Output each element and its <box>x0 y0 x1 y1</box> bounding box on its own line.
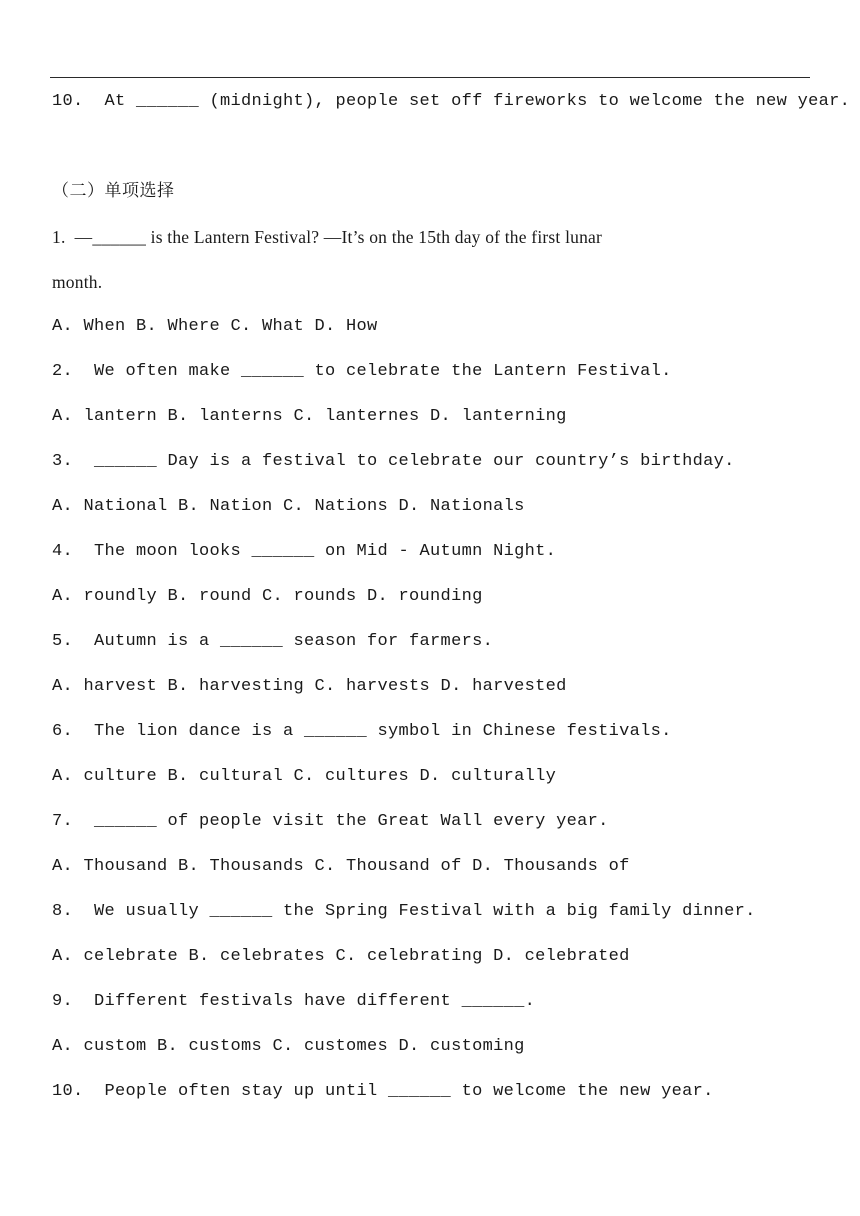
prev-question-10: 10. At ______ (midnight), people set off fireworks to welcome the new year. <box>52 92 851 111</box>
question-9-options: A. custom B. customs C. customes D. customing <box>52 1037 525 1056</box>
question-2-options: A. lantern B. lanterns C. lanternes D. lanterning <box>52 407 567 426</box>
question-5-options: A. harvest B. harvesting C. harvests D. harvested <box>52 677 567 696</box>
question-1-stem-continued: month. <box>52 272 103 292</box>
header-rule <box>50 77 810 78</box>
question-2-stem: 2. We often make ______ to celebrate the Lantern Festival. <box>52 362 672 381</box>
question-8-options: A. celebrate B. celebrates C. celebrating D. celebrated <box>52 947 630 966</box>
question-3-stem: 3. ______ Day is a festival to celebrate our country’s birthday. <box>52 452 735 471</box>
question-4-stem: 4. The moon looks ______ on Mid - Autumn Night. <box>52 542 557 561</box>
question-1-options: A. When B. Where C. What D. How <box>52 317 378 336</box>
question-9-stem: 9. Different festivals have different ______. <box>52 992 536 1011</box>
question-4-options: A. roundly B. round C. rounds D. rounding <box>52 587 483 606</box>
question-3-options: A. National B. Nation C. Nations D. Nationals <box>52 497 525 516</box>
question-1-stem: 1. —______ is the Lantern Festival? —It’s on the 15th day of the first lunar <box>52 227 603 247</box>
question-7-options: A. Thousand B. Thousands C. Thousand of D. Thousands of <box>52 857 630 876</box>
question-7-stem: 7. ______ of people visit the Great Wall every year. <box>52 812 609 831</box>
question-10-stem: 10. People often stay up until ______ to welcome the new year. <box>52 1082 714 1101</box>
question-8-stem: 8. We usually ______ the Spring Festival with a big family dinner. <box>52 902 756 921</box>
question-5-stem: 5. Autumn is a ______ season for farmers. <box>52 632 494 651</box>
section-heading: （二）单项选择 <box>52 181 175 201</box>
question-6-stem: 6. The lion dance is a ______ symbol in Chinese festivals. <box>52 722 672 741</box>
question-6-options: A. culture B. cultural C. cultures D. culturally <box>52 767 557 786</box>
